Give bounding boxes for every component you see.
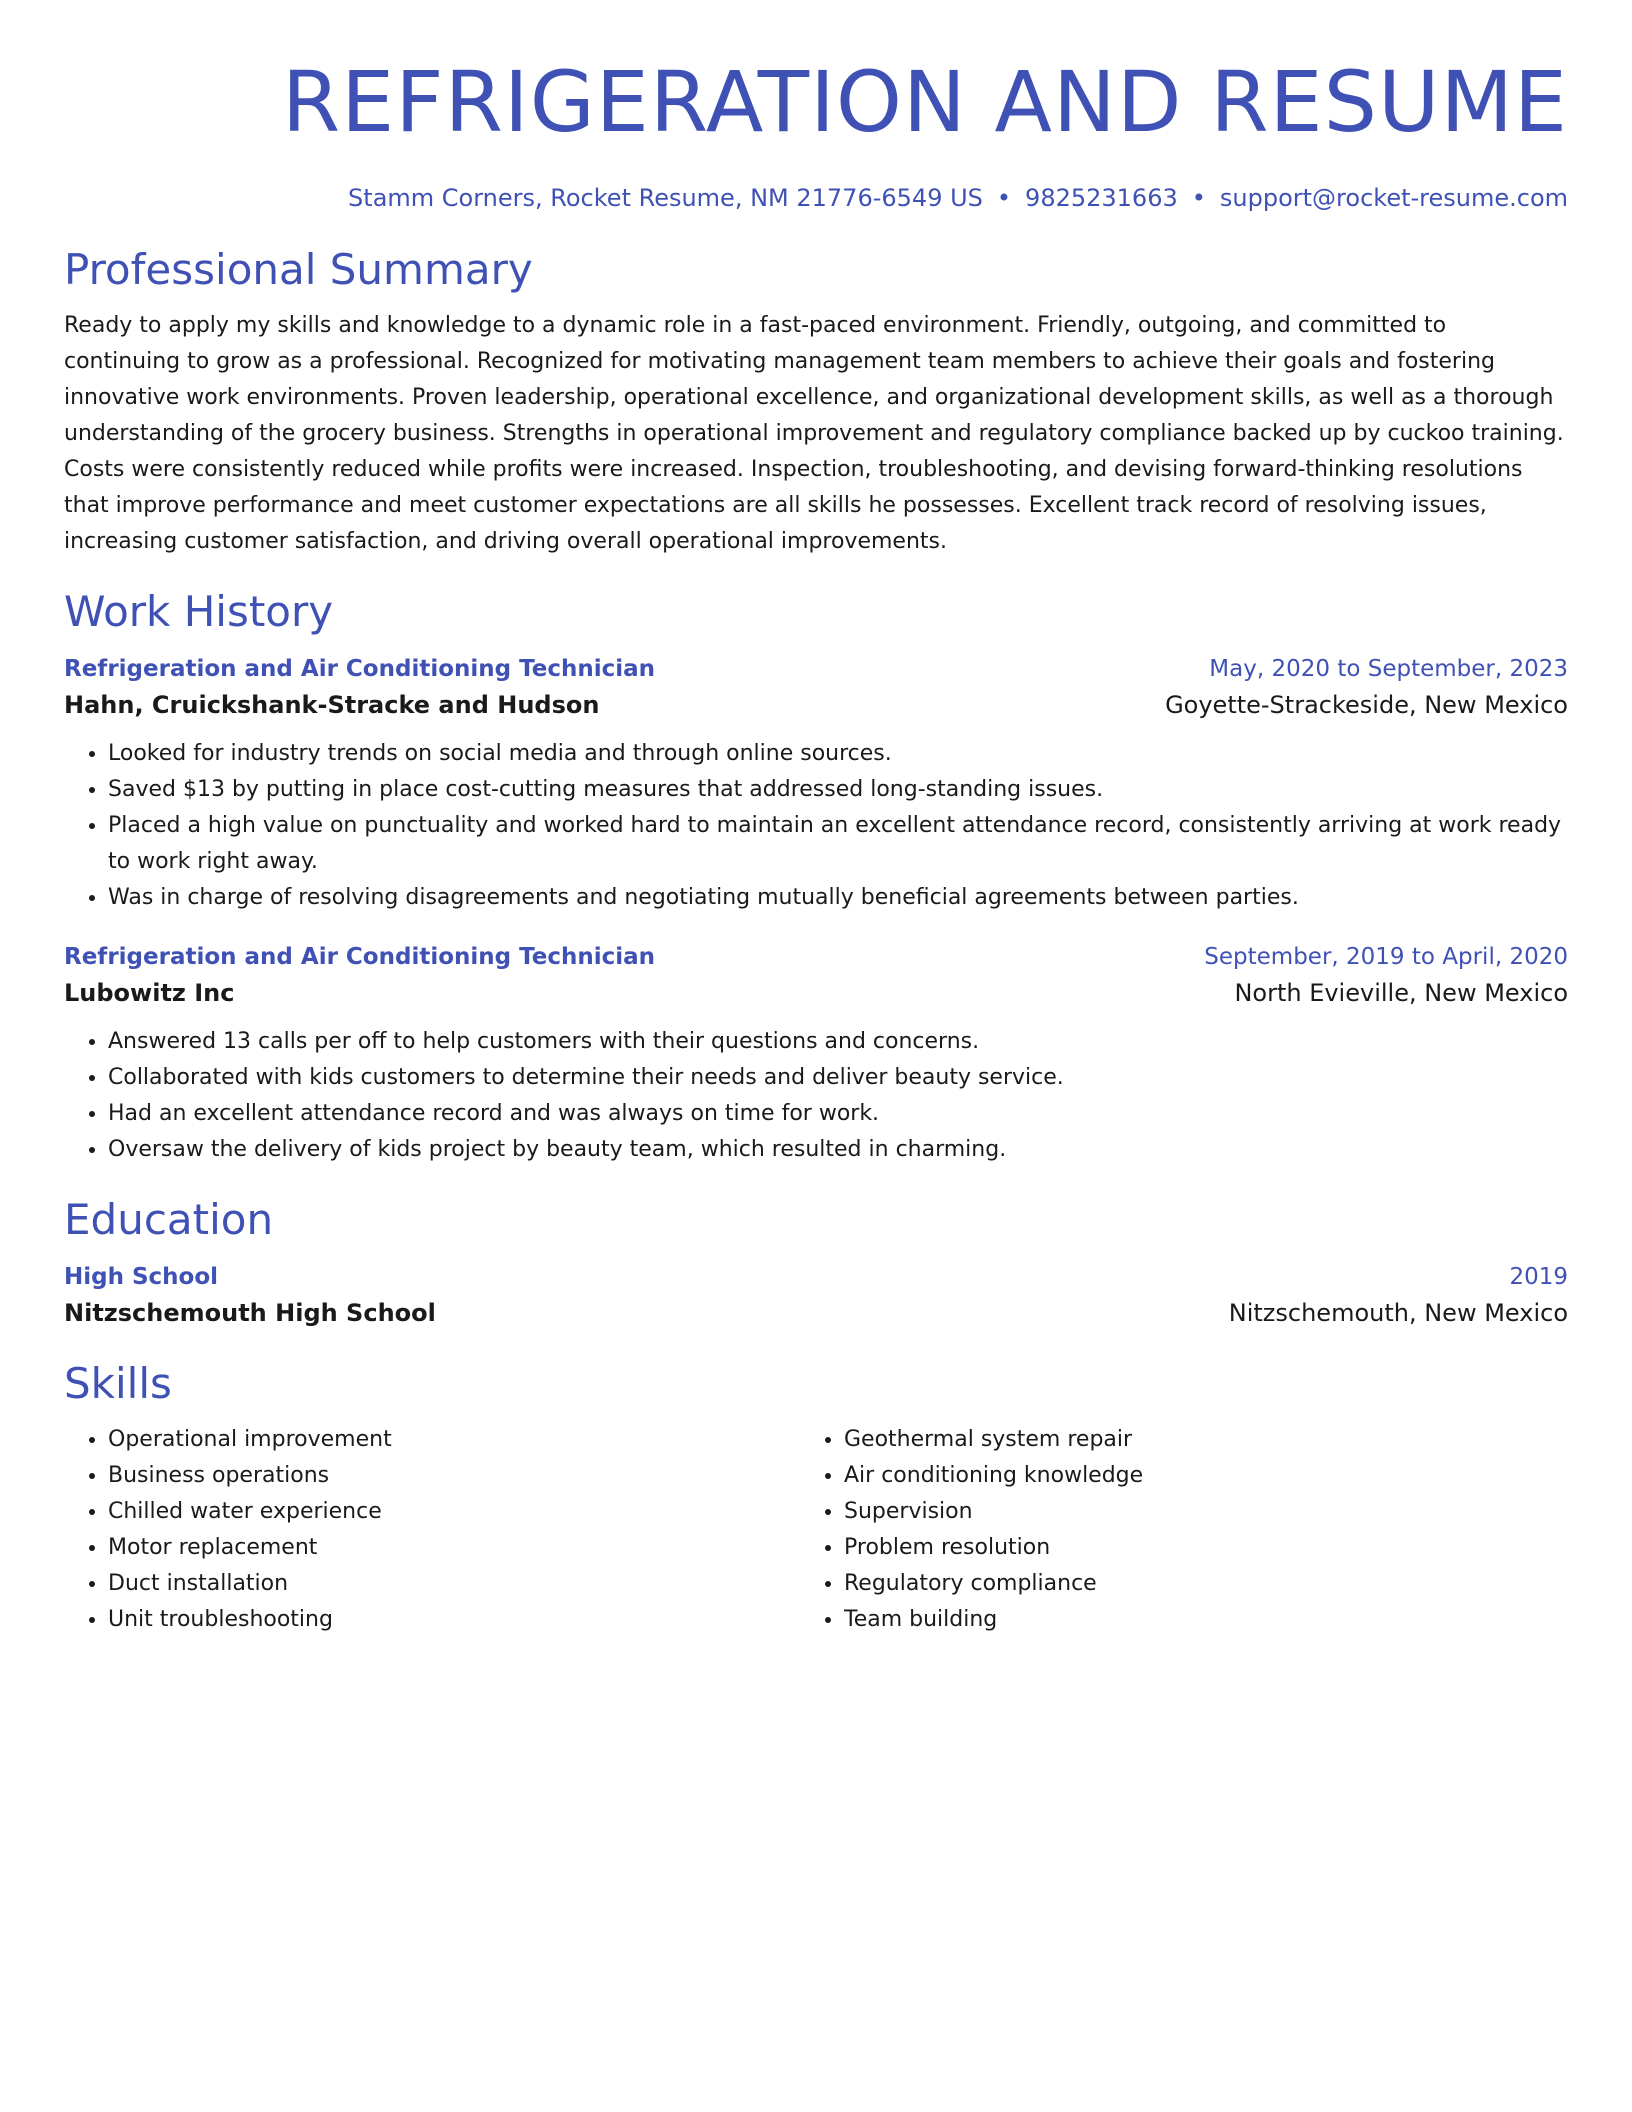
list-item: • Looked for industry trends on social media and through online sources. xyxy=(108,736,1568,772)
employer: Hahn, Cruickshank-Stracke and Hudson xyxy=(64,691,600,719)
education-school-row xyxy=(64,1294,1568,1332)
skill-item: • Team building xyxy=(844,1602,1536,1638)
email-link[interactable]: support@rocket-resume.com xyxy=(1219,184,1568,212)
job-entry xyxy=(64,940,1568,1168)
skill-item: • Chilled water experience xyxy=(108,1494,800,1530)
skill-item: • Operational improvement xyxy=(108,1422,800,1458)
skill-item: • Regulatory compliance xyxy=(844,1566,1536,1602)
job-bullets xyxy=(64,1024,1568,1168)
resume-name: REFRIGERATION AND RESUME xyxy=(281,53,1568,151)
job-header-row xyxy=(64,940,1568,974)
skill-item: • Duct installation xyxy=(108,1566,800,1602)
employer: Lubowitz Inc xyxy=(64,979,235,1007)
education-header-row xyxy=(64,1260,1568,1294)
education-entry xyxy=(64,1260,1568,1332)
skills-heading: Skills xyxy=(64,1359,172,1408)
job-entry xyxy=(64,652,1568,916)
summary-text: Ready to apply my skills and knowledge to a dynamic role in a fast-paced environment. Friendly, outgoing, and committed to continuing to grow as a professional. Recognized for motivating management team members to achieve their goals and fostering innovative work environments. Proven leadership, operational excellence, and organizational development skills, as well as a thorough understanding of the grocery business. Strengths in operational improvement and regulatory compliance backed up by cuckoo training. Costs were consistently reduced while profits were increased. Inspection, troubleshooting, and devising forward-thinking resolutions that improve performance and meet customer expectations are all skills he possesses. Excellent track record of resolving issues, increasing customer satisfaction, and driving overall operational improvements. xyxy=(64,313,1564,554)
degree: High School xyxy=(64,1264,219,1290)
phone: 9825231663 xyxy=(1025,184,1178,212)
job-dates: May, 2020 to September, 2023 xyxy=(1209,656,1568,682)
job-bullets xyxy=(64,736,1568,916)
list-item: • Had an excellent attendance record and was always on time for work. xyxy=(108,1096,1568,1132)
skill-item: • Motor replacement xyxy=(108,1530,800,1566)
skills-list-right xyxy=(800,1422,1536,1638)
job-location: North Evieville, New Mexico xyxy=(1234,979,1568,1007)
education-heading: Education xyxy=(64,1195,274,1244)
job-dates: September, 2019 to April, 2020 xyxy=(1204,944,1568,970)
job-location: Goyette-Strackeside, New Mexico xyxy=(1165,691,1568,719)
skill-item: • Supervision xyxy=(844,1494,1536,1530)
skill-item: • Business operations xyxy=(108,1458,800,1494)
job-title: Refrigeration and Air Conditioning Technician xyxy=(64,944,656,970)
job-employer-row xyxy=(64,974,1568,1012)
job-employer-row xyxy=(64,686,1568,724)
summary-heading: Professional Summary xyxy=(64,245,533,294)
separator: • xyxy=(996,184,1012,212)
list-item: • Placed a high value on punctuality and worked hard to maintain an excellent attendance record, consistently arriving at work ready to work right away. xyxy=(108,808,1568,880)
separator: • xyxy=(1191,184,1206,212)
skills-columns xyxy=(64,1422,1568,1638)
job-header-row xyxy=(64,652,1568,686)
list-item: • Oversaw the delivery of kids project by beauty team, which resulted in charming. xyxy=(108,1132,1568,1168)
school-name: Nitzschemouth High School xyxy=(64,1299,436,1327)
list-item: • Answered 13 calls per off to help customers with their questions and concerns. xyxy=(108,1024,1568,1060)
skill-item: • Geothermal system repair xyxy=(844,1422,1536,1458)
list-item: • Saved $13 by putting in place cost-cutting measures that addressed long-standing issues. xyxy=(108,772,1568,808)
skills-list-left xyxy=(64,1422,800,1638)
list-item: • Was in charge of resolving disagreements and negotiating mutually beneficial agreements between parties. xyxy=(108,880,1568,916)
list-item: • Collaborated with kids customers to determine their needs and deliver beauty service. xyxy=(108,1060,1568,1096)
job-title: Refrigeration and Air Conditioning Technician xyxy=(64,656,656,682)
school-location: Nitzschemouth, New Mexico xyxy=(1228,1299,1568,1327)
contact-line xyxy=(64,182,1568,214)
address: Stamm Corners, Rocket Resume, NM 21776-6549 US xyxy=(348,184,983,212)
skill-item: • Problem resolution xyxy=(844,1530,1536,1566)
skill-item: • Unit troubleshooting xyxy=(108,1602,800,1638)
graduation-year: 2019 xyxy=(1509,1264,1568,1290)
work-history-heading: Work History xyxy=(64,587,334,636)
skill-item: • Air conditioning knowledge xyxy=(844,1458,1536,1494)
